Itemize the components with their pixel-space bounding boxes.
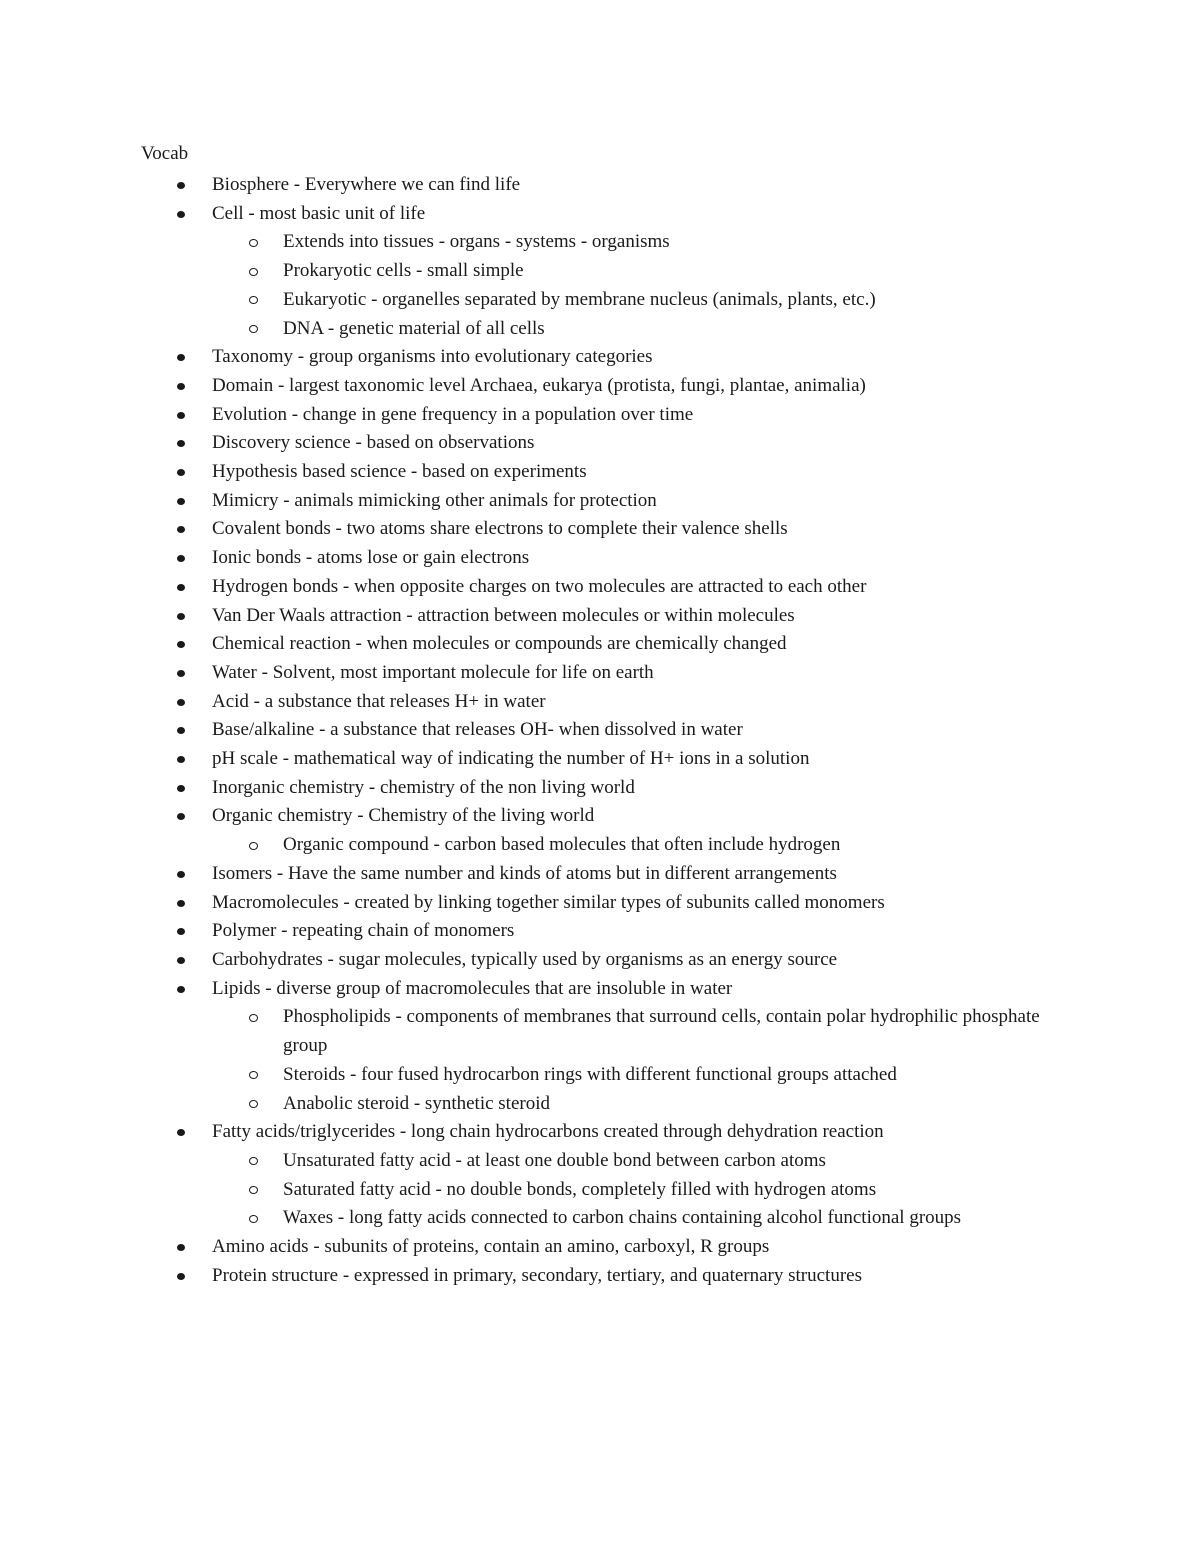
- list-item-text: Prokaryotic cells - small simple: [283, 260, 524, 282]
- filled-bullet-icon: [177, 641, 185, 648]
- list-item-text: Water - Solvent, most important molecule for life on earth: [212, 661, 654, 683]
- filled-bullet-icon: [177, 813, 185, 820]
- list-item-text: Discovery science - based on observations: [212, 432, 535, 454]
- sub-list-item: [0, 1003, 1063, 1060]
- list-item: [0, 458, 1063, 487]
- filled-bullet-icon: [177, 613, 185, 620]
- list-item: [0, 716, 1063, 745]
- filled-bullet-icon: [177, 785, 185, 792]
- list-item-text: Carbohydrates - sugar molecules, typically used by organisms as an energy source: [212, 948, 838, 970]
- list-item: [0, 544, 1063, 573]
- list-item: [0, 917, 1063, 946]
- list-item: [0, 372, 1063, 401]
- list-item-text: Lipids - diverse group of macromolecules that are insoluble in water: [212, 977, 733, 999]
- list-item-text: Fatty acids/triglycerides - long chain hydrocarbons created through dehydration reaction: [212, 1121, 884, 1143]
- list-item: [0, 688, 1063, 717]
- list-item-text: Extends into tissues - organs - systems - organisms: [283, 231, 670, 253]
- list-item: [0, 1233, 1063, 1262]
- list-item-text: Unsaturated fatty acid - at least one double bond between carbon atoms: [283, 1149, 826, 1171]
- list-item: [0, 343, 1063, 372]
- list-item-text: pH scale - mathematical way of indicating the number of H+ ions in a solution: [212, 748, 810, 770]
- list-item-text: Amino acids - subunits of proteins, contain an amino, carboxyl, R groups: [212, 1236, 770, 1258]
- filled-bullet-icon: [177, 498, 185, 505]
- list-item: [0, 515, 1063, 544]
- list-item-text: DNA - genetic material of all cells: [283, 317, 545, 339]
- sub-list-item: [0, 831, 1063, 860]
- filled-bullet-icon: [177, 957, 185, 964]
- filled-bullet-icon: [177, 354, 185, 361]
- list-item-text: Isomers - Have the same number and kinds of atoms but in different arrangements: [212, 862, 837, 884]
- filled-bullet-icon: [177, 182, 185, 189]
- list-item-text: Organic compound - carbon based molecules that often include hydrogen: [283, 834, 841, 856]
- hollow-bullet-icon: [249, 1186, 258, 1194]
- filled-bullet-icon: [177, 584, 185, 591]
- hollow-bullet-icon: [249, 296, 258, 304]
- list-item-text: Eukaryotic - organelles separated by membrane nucleus (animals, plants, etc.): [283, 288, 876, 310]
- list-item-text: Ionic bonds - atoms lose or gain electrons: [212, 547, 530, 569]
- filled-bullet-icon: [177, 986, 185, 993]
- list-item-text: Organic chemistry - Chemistry of the living world: [212, 805, 595, 827]
- hollow-bullet-icon: [249, 268, 258, 276]
- list-item-text: Hydrogen bonds - when opposite charges on two molecules are attracted to each other: [212, 575, 867, 597]
- list-item: [0, 1262, 1063, 1291]
- list-item: [0, 630, 1063, 659]
- list-item: [0, 802, 1063, 831]
- list-item-text: Inorganic chemistry - chemistry of the non living world: [212, 776, 635, 798]
- sub-list-item: [0, 1061, 1063, 1090]
- list-item-text: Saturated fatty acid - no double bonds, completely filled with hydrogen atoms: [283, 1178, 877, 1200]
- list-item: [0, 860, 1063, 889]
- list-item: [0, 1118, 1063, 1147]
- list-item: [0, 487, 1063, 516]
- list-item-text: Base/alkaline - a substance that releases OH- when dissolved in water: [212, 719, 743, 741]
- filled-bullet-icon: [177, 1244, 185, 1251]
- hollow-bullet-icon: [249, 1215, 258, 1223]
- list-item: [0, 889, 1063, 918]
- sub-list-item: [0, 1176, 1063, 1205]
- list-item-text: Polymer - repeating chain of monomers: [212, 920, 515, 942]
- sub-list-item: [0, 315, 1063, 344]
- filled-bullet-icon: [177, 1129, 185, 1136]
- hollow-bullet-icon: [249, 325, 258, 333]
- list-item: [0, 602, 1063, 631]
- list-item-text: Waxes - long fatty acids connected to carbon chains containing alcohol functional groups: [283, 1207, 962, 1229]
- list-item-text: Taxonomy - group organisms into evolutionary categories: [212, 346, 653, 368]
- list-item-text: Evolution - change in gene frequency in a population over time: [212, 403, 694, 425]
- list-item-text: Cell - most basic unit of life: [212, 202, 426, 224]
- sub-list-item: [0, 1204, 1063, 1233]
- list-item-text: Chemical reaction - when molecules or compounds are chemically changed: [212, 633, 787, 655]
- list-item-text: Hypothesis based science - based on experiments: [212, 461, 587, 483]
- list-item-text: Van Der Waals attraction - attraction between molecules or within molecules: [212, 604, 795, 626]
- hollow-bullet-icon: [249, 842, 258, 850]
- sub-list-item: [0, 1090, 1063, 1119]
- list-item: [0, 429, 1063, 458]
- list-item-text: Covalent bonds - two atoms share electrons to complete their valence shells: [212, 518, 788, 540]
- sub-list-item: [0, 1147, 1063, 1176]
- filled-bullet-icon: [177, 526, 185, 533]
- list-item-text: Acid - a substance that releases H+ in water: [212, 690, 546, 712]
- filled-bullet-icon: [177, 555, 185, 562]
- filled-bullet-icon: [177, 469, 185, 476]
- list-item-text: Phospholipids - components of membranes that surround cells, contain polar hydrophilic phosphate group: [283, 1006, 1040, 1057]
- list-item-text: Domain - largest taxonomic level Archaea, eukarya (protista, fungi, plantae, animalia): [212, 374, 866, 396]
- hollow-bullet-icon: [249, 1071, 258, 1079]
- filled-bullet-icon: [177, 900, 185, 907]
- filled-bullet-icon: [177, 928, 185, 935]
- list-item: [0, 745, 1063, 774]
- filled-bullet-icon: [177, 412, 185, 419]
- list-item: [0, 401, 1063, 430]
- filled-bullet-icon: [177, 440, 185, 447]
- sub-list-item: [0, 286, 1063, 315]
- filled-bullet-icon: [177, 383, 185, 390]
- list-item-text: Macromolecules - created by linking together similar types of subunits called monomers: [212, 891, 885, 913]
- list-item: [0, 946, 1063, 975]
- hollow-bullet-icon: [249, 1157, 258, 1165]
- list-item-text: Biosphere - Everywhere we can find life: [212, 174, 521, 195]
- filled-bullet-icon: [177, 756, 185, 763]
- sub-list-item: [0, 228, 1063, 257]
- list-item: [0, 975, 1063, 1004]
- filled-bullet-icon: [177, 871, 185, 878]
- list-item-text: Steroids - four fused hydrocarbon rings with different functional groups attached: [283, 1063, 897, 1085]
- list-item: [0, 573, 1063, 602]
- filled-bullet-icon: [177, 699, 185, 706]
- filled-bullet-icon: [177, 727, 185, 734]
- filled-bullet-icon: [177, 670, 185, 677]
- list-item: [0, 171, 1063, 200]
- list-item-text: Protein structure - expressed in primary, secondary, tertiary, and quaternary structures: [212, 1264, 862, 1286]
- vocab-list: [0, 171, 1063, 1290]
- list-item: [0, 200, 1063, 229]
- hollow-bullet-icon: [249, 239, 258, 247]
- page-title: Vocab: [141, 143, 189, 164]
- sub-list-item: [0, 257, 1063, 286]
- list-item-text: Anabolic steroid - synthetic steroid: [283, 1092, 550, 1114]
- list-item: [0, 659, 1063, 688]
- hollow-bullet-icon: [249, 1014, 258, 1022]
- filled-bullet-icon: [177, 1273, 185, 1280]
- list-item-text: Mimicry - animals mimicking other animals for protection: [212, 489, 657, 511]
- list-item: [0, 774, 1063, 803]
- hollow-bullet-icon: [249, 1100, 258, 1108]
- filled-bullet-icon: [177, 211, 185, 218]
